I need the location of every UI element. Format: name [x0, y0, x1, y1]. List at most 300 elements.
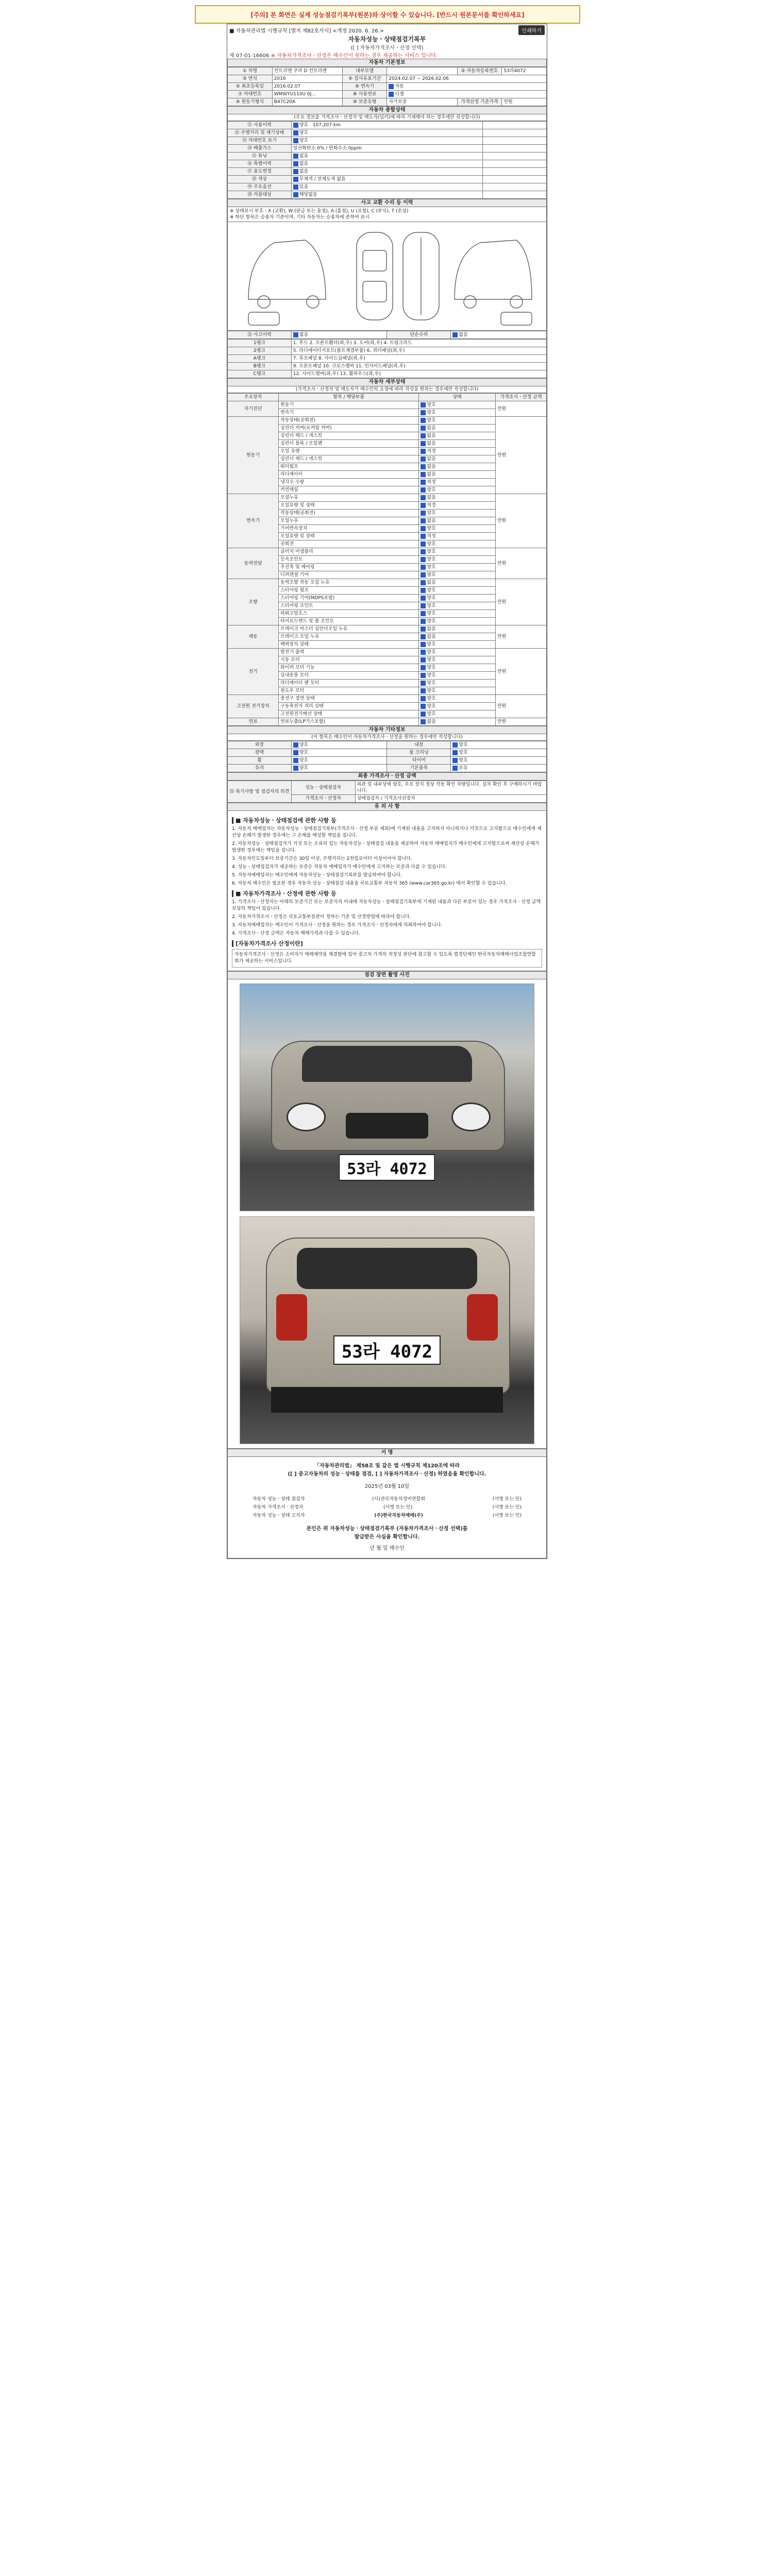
detail-item: 실린더 헤드 / 개스킷: [279, 432, 419, 440]
guide-paragraph: 4. 성능ㆍ상태점검자가 제공하는 보증은 자동차 매매업자가 매수인에게 고지하는 보증과 다를 수 있습니다.: [232, 865, 447, 870]
state-value: 일산화탄소 0% / 탄화수소 0ppm: [293, 146, 362, 151]
checkbox-icon: [421, 433, 426, 438]
detail-state: 적정: [427, 534, 436, 539]
form-legal-reference: ■ 자동차관리법 시행규칙 [별지 제82호서식] <개정 2020. 6. 26.>: [229, 28, 384, 34]
detail-item: 오일 유량: [279, 448, 419, 455]
checkbox-icon: [293, 130, 298, 135]
state-value: 없음: [299, 154, 309, 159]
basic-value: 2016: [272, 75, 342, 83]
detail-item: 발전기 출력: [279, 649, 419, 656]
final-price-section-title: 최종 가격조사ㆍ산정 금액: [227, 772, 547, 781]
basic-label: ⑨ 원동기형식: [228, 98, 273, 106]
rank-label: C랭크: [228, 370, 292, 378]
basic-value: 디젤: [395, 92, 404, 97]
detail-state: 양호: [427, 572, 436, 578]
headlight-right-icon: [451, 1103, 491, 1131]
checkbox-icon: [421, 472, 426, 477]
detail-row: [228, 401, 547, 409]
other-label: 룸 크리닝: [387, 749, 451, 757]
detail-state: 양호: [427, 650, 436, 655]
detail-group-name: 원동기: [228, 417, 279, 494]
detail-state: 양호: [427, 603, 436, 608]
signer-label: 자동차 가격조사ㆍ산정자: [253, 1505, 304, 1510]
detail-item: 실린더 커버(로커암 커버): [279, 425, 419, 432]
detail-item: 실린더 블록 / 오일팬: [279, 440, 419, 448]
signature-mark: (서명 또는 인): [492, 1505, 522, 1510]
checkbox-icon: [421, 518, 426, 523]
checkbox-icon: [293, 169, 298, 174]
detail-item: 윈도우 모터: [279, 687, 419, 695]
car-front-outline: [248, 312, 279, 325]
checkbox-icon: [452, 766, 458, 771]
checkbox-icon: [421, 511, 426, 516]
tail-light-right-icon: [467, 1294, 498, 1341]
checkbox-icon: [421, 541, 426, 547]
detail-price-cell: 만원: [495, 579, 546, 625]
opinion-table: [227, 781, 547, 803]
detail-note: (가격조사ㆍ산정자 및 매도자가 매수인의 요청에 따라 작성을 원하는 경우에만 작성합니다): [227, 386, 547, 393]
state-label: ⑮ 튜닝: [228, 152, 292, 160]
detail-item: 디퍼렌셜 기어: [279, 571, 419, 579]
signer-value: (주)한국자동차매매(주): [374, 1513, 423, 1518]
detail-state: 적정: [427, 449, 436, 454]
rear-bumper-shape: [271, 1387, 503, 1413]
checkbox-icon: [421, 588, 426, 593]
basic-info-table: [227, 67, 547, 106]
state-label: ⑰ 용도변경: [228, 168, 292, 176]
accident-section-title: 사고 교환 수리 등 이력: [227, 199, 547, 207]
other-value: 양호: [299, 758, 309, 763]
rank-parts: 7. 루프패널 8. 사이드실패널(좌,우): [291, 355, 546, 363]
checkbox-icon: [293, 123, 298, 128]
grille-shape: [346, 1113, 428, 1139]
sign-section-title: 서 명: [227, 1449, 547, 1457]
buyer-date-sign: 년 월 일 매수인: [369, 1546, 405, 1551]
detail-item: 라디에이터: [279, 471, 419, 479]
detail-state: 양호: [427, 549, 436, 554]
basic-value: 컨트리맨 쿠퍼 D 컨트리맨: [272, 67, 342, 75]
detail-item: 브레이크 마스터 실린더오일 누유: [279, 625, 419, 633]
state-label: ⑭ 배출가스: [228, 145, 292, 152]
checkbox-icon: [421, 688, 426, 693]
rank-parts: 1. 후드 2. 프론트휀더(좌,우) 3. 도어(좌,우) 4. 트렁크리드: [291, 340, 546, 347]
state-value: 해당없음: [299, 192, 317, 197]
rank-label: 1랭크: [228, 340, 292, 347]
signature-mark: (서명 또는 인): [492, 1513, 522, 1518]
basic-label: ⑧ 사용연료: [342, 91, 387, 98]
detail-row: [228, 695, 547, 703]
sign-statement-2: ([ ] 중고자동차의 성능ㆍ상태를 점검, [ ] 자동차가격조사ㆍ산정) 하였음을 확인합니다.: [288, 1471, 486, 1477]
price-service-notice: ※ 자동차가격조사ㆍ산정은 매수인이 원하는 경우 제공하는 서비스 입니다.: [271, 53, 438, 59]
detail-state: 양호: [427, 657, 436, 663]
checkbox-icon: [421, 580, 426, 585]
detail-price-cell: 만원: [495, 494, 546, 548]
checkbox-icon: [421, 557, 426, 562]
checkbox-icon: [293, 758, 298, 763]
detail-group-name: 제동: [228, 625, 279, 649]
detail-item: 스티어링 펌프: [279, 587, 419, 595]
detail-item: 충전구 절연 상태: [279, 695, 419, 703]
signature-mark: (서명 또는 인): [492, 1497, 522, 1502]
signer-value: (사)전국자동차정비연합회: [372, 1497, 425, 1502]
detail-state: 양호: [427, 681, 436, 686]
other-info-section-title: 자동차 기타정보: [227, 726, 547, 734]
detail-group-name: 전기: [228, 649, 279, 695]
detail-state: 없음: [427, 441, 436, 446]
detail-item: 실린더 헤드 / 개스킷: [279, 455, 419, 463]
detail-group-name: 자기진단: [228, 401, 279, 417]
checkbox-icon: [293, 161, 298, 166]
price-unit: 만원: [502, 98, 547, 106]
price-basis-label: 가격산정 기준가격: [457, 98, 502, 106]
detail-item: 추진축 및 베어링: [279, 564, 419, 571]
checkbox-icon: [421, 418, 426, 423]
state-value: 없음: [299, 161, 309, 166]
checkbox-icon: [293, 332, 298, 337]
detail-price-cell: 만원: [495, 625, 546, 649]
car-rear-photo: [240, 1216, 534, 1444]
detail-item: 고전원전기배선 상태: [279, 710, 419, 718]
detail-item: 파워고압호스: [279, 610, 419, 618]
detail-item: 워터펌프: [279, 463, 419, 471]
inspection-record-document: [227, 24, 547, 1559]
wheel-icon: [307, 296, 319, 308]
detail-price-cell: 만원: [495, 649, 546, 695]
checkbox-icon: [293, 750, 298, 755]
document-subtitle: ([ ] 자동차가격조사ㆍ산정 선택): [350, 45, 424, 51]
guide-paragraph: 6. 자동차 매수인은 필요한 경우 자동차 성능ㆍ상태점검 내용을 국토교통부 자동차 365 (www.car365.go.kr) 에서 확인할 수 있습니다.: [232, 881, 507, 886]
detail-state: 양호: [427, 611, 436, 616]
signer-value: (서명 또는 인): [383, 1505, 413, 1510]
state-value: 양호: [299, 138, 309, 143]
detail-header: 항목 / 해당부품: [279, 394, 419, 401]
checkbox-icon: [421, 665, 426, 670]
detail-price-cell: 만원: [495, 401, 546, 417]
state-label: ⑪ 사용이력: [228, 122, 292, 129]
detail-group-name: 고전원 전기장치: [228, 695, 279, 718]
checkbox-icon: [421, 402, 426, 408]
other-label: 휠: [228, 757, 292, 765]
checkbox-icon: [421, 480, 426, 485]
detail-state: 없음: [427, 472, 436, 477]
guide-paragraph: 3. 자동차인도일부터 보증기간은 30일 이상, 주행거리는 2천킬로미터 이상이어야 합니다.: [232, 856, 412, 861]
rank-label: 2랭크: [228, 347, 292, 355]
detail-row: [228, 417, 547, 425]
detail-row: [228, 718, 547, 726]
detail-row: [228, 649, 547, 656]
state-value: 양호: [299, 123, 309, 128]
detail-state: 양호: [427, 410, 436, 415]
detail-state: 없음: [427, 580, 436, 585]
sign-area: [227, 1457, 547, 1558]
detail-price-cell: 만원: [495, 695, 546, 718]
signer-label: 자동차 성능ㆍ상태 점검자: [253, 1497, 305, 1502]
windshield-shape: [302, 1046, 472, 1082]
other-info-note: (이 항목은 매수인이 자동차가격조사ㆍ산정을 원하는 경우에만 작성합니다): [227, 734, 547, 741]
detail-state: 양호: [427, 619, 436, 624]
basic-value: 자가보증: [387, 98, 457, 106]
state-label: ⑬ 차대번호 표기: [228, 137, 292, 145]
other-value: 양호: [459, 750, 468, 755]
other-label: 기본품목: [387, 765, 451, 772]
detail-state: 없음: [427, 719, 436, 724]
photo-area: [227, 979, 547, 1449]
detail-state: 양호: [427, 511, 436, 516]
accident-label: ㉑ 사고이력: [228, 331, 292, 339]
print-button[interactable]: 인쇄하기: [518, 25, 545, 35]
checkbox-icon: [421, 464, 426, 469]
buyer-confirm-2: 발급받은 사실을 확인합니다.: [354, 1534, 420, 1540]
detail-price-cell: 만원: [495, 417, 546, 494]
simple-repair-value: 없음: [459, 332, 468, 337]
basic-value: WMWYU110U 0J...: [272, 91, 342, 98]
overall-state-section-title: 자동차 종합상태: [227, 106, 547, 114]
other-value: 양호: [299, 750, 309, 755]
detail-group-name: 동력전달: [228, 548, 279, 579]
detail-item: 연료누출(LP가스포함): [279, 718, 419, 726]
doc-number-label: 제: [229, 53, 234, 59]
car-rear-outline: [501, 312, 532, 325]
other-label: 외장: [228, 741, 292, 749]
detail-item: 브레이크 오일 누유: [279, 633, 419, 641]
detail-state: 양호: [427, 418, 436, 423]
rank-label: A랭크: [228, 355, 292, 363]
photo-section-title: 점검 장면 촬영 사진: [227, 971, 547, 979]
checkbox-icon: [293, 184, 298, 190]
detail-group-name: 변속기: [228, 494, 279, 548]
detail-item: 스티어링 조인트: [279, 602, 419, 610]
rear-license-plate: 53라 4072: [333, 1335, 441, 1365]
doc-number: 07-01-16606: [236, 53, 270, 59]
detail-item: 냉각수 수량: [279, 479, 419, 486]
other-value: 양호: [459, 758, 468, 763]
detail-row: [228, 625, 547, 633]
checkbox-icon: [421, 456, 426, 462]
checkbox-icon: [421, 719, 426, 724]
rank-parts: 9. 프론트패널 10. 크로스멤버 11. 인사이드패널(좌,우): [291, 363, 546, 370]
rank-parts: 12. 사이드멤버(좌,우) 13. 휠하우스(좌,우): [291, 370, 546, 378]
detail-state: 양호: [427, 557, 436, 562]
checkbox-icon: [421, 642, 426, 647]
buyer-confirm-1: 본인은 위 자동차성능ㆍ상태점검기록부 (자동차가격조사ㆍ산정 선택)를: [306, 1526, 468, 1532]
other-value: 양호: [299, 742, 309, 748]
detail-item: 타이로드엔드 및 볼 조인트: [279, 618, 419, 625]
detail-state: 양호: [427, 596, 436, 601]
detail-item: 등속조인트: [279, 556, 419, 564]
detail-header: 상태: [419, 394, 496, 401]
car-outline-diagram: [228, 222, 546, 329]
other-label: 유리: [228, 765, 292, 772]
basic-label: ⑦ 차대번호: [228, 91, 273, 98]
wheel-icon: [510, 296, 523, 308]
form-header: [227, 24, 547, 36]
detail-state: 양호: [427, 588, 436, 593]
checkbox-icon: [293, 766, 298, 771]
basic-value: B47C20A: [272, 98, 342, 106]
document-title: 자동차성능ㆍ상태점검기록부: [348, 36, 426, 43]
frame-parts-table: [227, 339, 547, 378]
opinion-agency: 상태점검자 / 가격조사산정자: [355, 795, 546, 803]
state-label: ⑱ 색상: [228, 176, 292, 183]
checkbox-icon: [421, 634, 426, 639]
overall-state-table: [227, 121, 547, 199]
detail-state: 양호: [427, 526, 436, 531]
basic-label: ⑤ 최초등록일: [228, 83, 273, 91]
basic-label: ③ 연식: [228, 75, 273, 83]
checkbox-icon: [421, 611, 426, 616]
detail-state: 양호: [427, 696, 436, 701]
detail-state: 적정: [427, 480, 436, 485]
other-label: 내장: [387, 741, 451, 749]
guide-paragraph: 2. 자동차가격조사ㆍ산정은 국토교통부장관이 정하는 기준 및 산정방법에 따라야 합니다.: [232, 914, 411, 920]
detail-header: 가격조사ㆍ산정 금액: [495, 394, 546, 401]
checkbox-icon: [421, 711, 426, 717]
rank-parts: 5. 라디에이터서포트(볼트체결부품) 6. 쿼터패널(좌,우): [291, 347, 546, 355]
detail-state: 없음: [427, 518, 436, 523]
checkbox-icon: [389, 92, 394, 97]
front-license-plate: 53라 4072: [339, 1154, 435, 1181]
other-value: 양호: [299, 766, 309, 771]
checkbox-icon: [452, 750, 458, 755]
wheel-icon: [464, 296, 476, 308]
guide-title: 유 의 사 항: [227, 803, 547, 811]
detail-state: 양호: [427, 704, 436, 709]
basic-label: ② 자동차등록번호: [457, 67, 502, 75]
tail-light-left-icon: [276, 1294, 307, 1341]
checkbox-icon: [421, 650, 426, 655]
basic-label: ⑩ 보증유형: [342, 98, 387, 106]
state-label: ⑲ 주요옵션: [228, 183, 292, 191]
checkbox-icon: [421, 603, 426, 608]
guide-paragraph: 4. 가격조사ㆍ산정 금액은 자동차 매매가격과 다를 수 있습니다.: [232, 931, 360, 936]
signer-label: 자동차 성능ㆍ상태 고지자: [253, 1513, 305, 1518]
checkbox-icon: [421, 704, 426, 709]
basic-label: 내부모델: [342, 67, 387, 75]
detail-state: 없음: [427, 426, 436, 431]
detail-row: [228, 494, 547, 502]
sign-statement-1: 「자동차관리법」 제58조 및 같은 법 시행규칙 제120조에 따라: [314, 1463, 460, 1469]
guide-heading-2: ■ 자동차가격조사ㆍ산정에 관한 사항 등: [232, 890, 542, 897]
state-value: 양호: [299, 130, 309, 135]
checkbox-icon: [421, 596, 426, 601]
detail-state: 양호: [427, 642, 436, 647]
detail-item: 실내송풍 모터: [279, 672, 419, 680]
basic-label: ⑥ 변속기: [342, 83, 387, 91]
checkbox-icon: [421, 681, 426, 686]
checkbox-icon: [421, 426, 426, 431]
detail-item: 배력장치 상태: [279, 641, 419, 649]
detail-rows: [228, 401, 547, 726]
mileage-value: 107,207 km: [312, 123, 341, 128]
detail-table: [227, 393, 547, 726]
checkbox-icon: [421, 626, 426, 632]
wheel-icon: [258, 296, 270, 308]
detail-state: 양호: [427, 565, 436, 570]
detail-item: 구동축전지 격리 상태: [279, 703, 419, 710]
guide-box-title: [자동차가격조사 산정이란]: [232, 940, 542, 947]
opinion-content: 외관 및 내부상태 양호, 주요 장치 정상 작동 확인 차량입니다. 실차 확인 후 구매하시기 바랍니다.: [355, 781, 546, 795]
guide-paragraph: 5. 자동차매매업자는 매수인에게 자동차성능ㆍ상태점검기록부를 발급하여야 합니다.: [232, 873, 402, 878]
guide-heading-1: ■ 자동차성능ㆍ상태점검에 관한 사항 등: [232, 817, 542, 824]
detail-item: 시동 모터: [279, 656, 419, 664]
rear-window-shape: [297, 1248, 477, 1289]
detail-item: 오일누유: [279, 517, 419, 525]
checkbox-icon: [421, 487, 426, 493]
headlight-left-icon: [287, 1103, 326, 1131]
car-diagram: [227, 222, 547, 331]
detail-state: 없음: [427, 634, 436, 639]
state-value: 있음: [299, 184, 309, 190]
checkbox-icon: [293, 192, 298, 197]
detail-state: 없음: [427, 433, 436, 438]
detail-item: 기어변속장치: [279, 525, 419, 533]
detail-item: 오일유량 및 상태: [279, 502, 419, 510]
other-label: 광택: [228, 749, 292, 757]
checkbox-icon: [421, 449, 426, 454]
checkbox-icon: [452, 758, 458, 763]
detail-item: 와이퍼 모터 기능: [279, 664, 419, 672]
opinion-label: ㉒ 특기사항 및 점검자의 의견: [228, 781, 292, 803]
detail-state: 양호: [427, 665, 436, 670]
detail-item: 작동상태(공회전): [279, 510, 419, 517]
car-side-right-outline: [455, 240, 532, 299]
checkbox-icon: [293, 138, 298, 143]
detail-item: 클러치 어셈블리: [279, 548, 419, 556]
checkbox-icon: [389, 84, 394, 89]
detail-price-cell: 만원: [495, 548, 546, 579]
detail-state: 없음: [427, 456, 436, 462]
detail-state: 양호: [427, 711, 436, 717]
legend-line: ※ 상태표시 부호 : X (교환), W (판금 또는 용접), A (흠집), U (요철), C (부식), T (손상): [230, 209, 409, 214]
checkbox-icon: [452, 332, 458, 337]
legend-line: ※ 하단 항목은 승용차 기준이며, 기타 자동차는 승용차에 준하여 표시: [230, 215, 369, 220]
simple-repair-label: 단순수리: [387, 331, 451, 339]
basic-label: ① 차명: [228, 67, 273, 75]
basic-value: 2016.02.07: [272, 83, 342, 91]
detail-header: 주요장치: [228, 394, 279, 401]
detail-state: 없음: [427, 464, 436, 469]
checkbox-icon: [421, 696, 426, 701]
checkbox-icon: [421, 549, 426, 554]
other-label: 타이어: [387, 757, 451, 765]
detail-item: 커먼레일: [279, 486, 419, 494]
detail-state: 양호: [427, 487, 436, 493]
checkbox-icon: [421, 441, 426, 446]
detail-item: 오일유량 및 상태: [279, 533, 419, 540]
accident-table: [227, 331, 547, 339]
appraiser-label: 가격조사ㆍ산정자: [291, 795, 355, 803]
detail-item: 라디에이터 팬 모터: [279, 680, 419, 687]
checkbox-icon: [421, 657, 426, 663]
checkbox-icon: [293, 154, 298, 159]
checkbox-icon: [293, 742, 298, 748]
detail-state: 없음: [427, 495, 436, 500]
detail-state: 양호: [427, 541, 436, 547]
detail-row: [228, 548, 547, 556]
state-value: 없음: [299, 169, 309, 174]
checkbox-icon: [421, 565, 426, 570]
status-code-legend: [227, 207, 547, 222]
checkbox-icon: [421, 503, 426, 508]
detail-item: 변속기: [279, 409, 419, 417]
state-label: ⑳ 리콜대상: [228, 191, 292, 199]
detail-item: 원동기: [279, 401, 419, 409]
detail-state: 적정: [427, 503, 436, 508]
car-top-outline: [357, 232, 393, 320]
other-value: 보유: [459, 766, 468, 771]
other-info-table: [227, 741, 547, 772]
detail-group-name: 조향: [228, 579, 279, 625]
